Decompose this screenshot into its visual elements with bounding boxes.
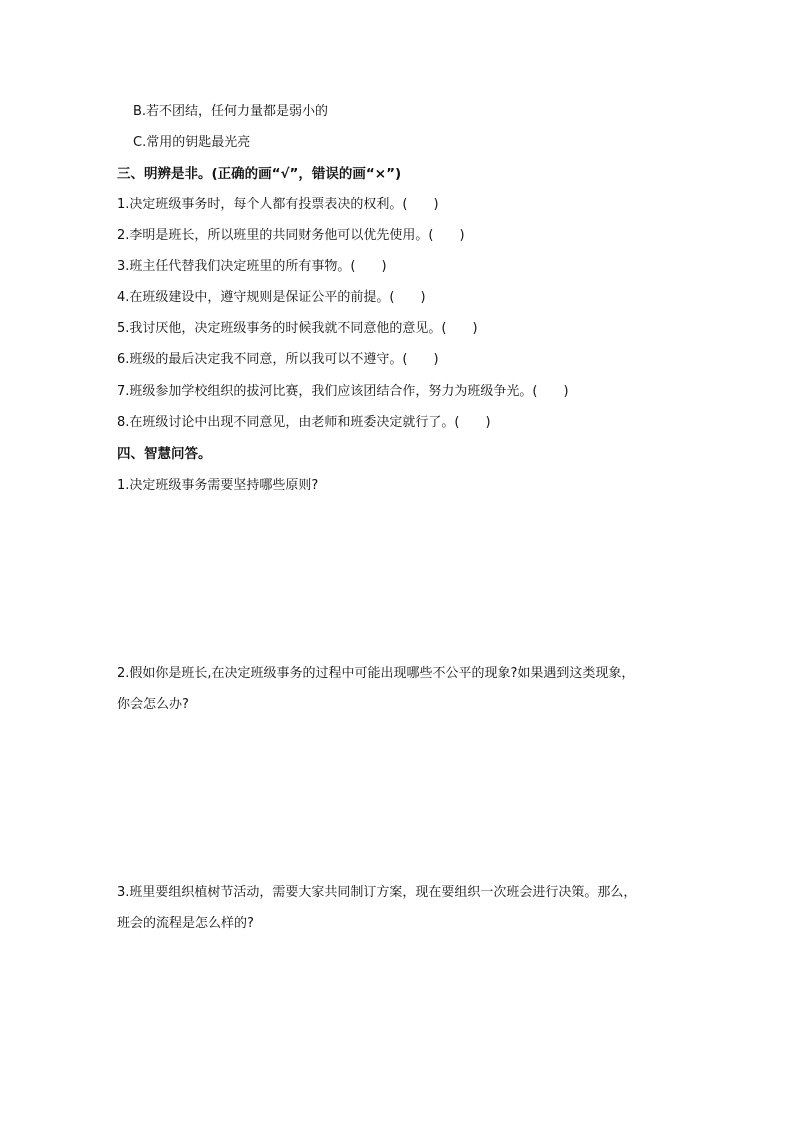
- option-c: C.常用的钥匙最光亮: [133, 135, 251, 150]
- judgment-item-6: 6.班级的最后决定我不同意，所以我可以不遵守。( ): [117, 352, 439, 367]
- section-3-title: 三、明辨是非。(正确的画“√”，错误的画“×”): [117, 166, 402, 182]
- question-2-line-1: 2.假如你是班长,在决定班级事务的过程中可能出现哪些不公平的现象?如果遇到这类现象，: [117, 666, 635, 681]
- judgment-item-7: 7.班级参加学校组织的拔河比赛，我们应该团结合作，努力为班级争光。( ): [117, 384, 569, 399]
- judgment-item-3: 3.班主任代替我们决定班里的所有事物。( ): [117, 259, 387, 274]
- judgment-item-2: 2.李明是班长，所以班里的共同财务他可以优先使用。( ): [117, 228, 465, 243]
- question-3-line-2: 班会的流程是怎么样的?: [117, 916, 254, 931]
- option-b: B.若不团结，任何力量都是弱小的: [133, 104, 329, 119]
- section-4-title: 四、智慧问答。: [117, 446, 212, 462]
- judgment-item-4: 4.在班级建设中，遵守规则是保证公平的前提。( ): [117, 290, 426, 305]
- judgment-item-5: 5.我讨厌他，决定班级事务的时候我就不同意他的意见。( ): [117, 321, 478, 336]
- question-2-line-2: 你会怎么办?: [117, 697, 189, 712]
- question-3-line-1: 3.班里要组织植树节活动，需要大家共同制订方案，现在要组织一次班会进行决策。那么，: [117, 885, 637, 900]
- judgment-item-1: 1.决定班级事务时，每个人都有投票表决的权利。( ): [117, 197, 439, 212]
- judgment-item-8: 8.在班级讨论中出现不同意见，由老师和班委决定就行了。( ): [117, 415, 491, 430]
- question-1: 1.决定班级事务需要坚持哪些原则?: [117, 478, 319, 493]
